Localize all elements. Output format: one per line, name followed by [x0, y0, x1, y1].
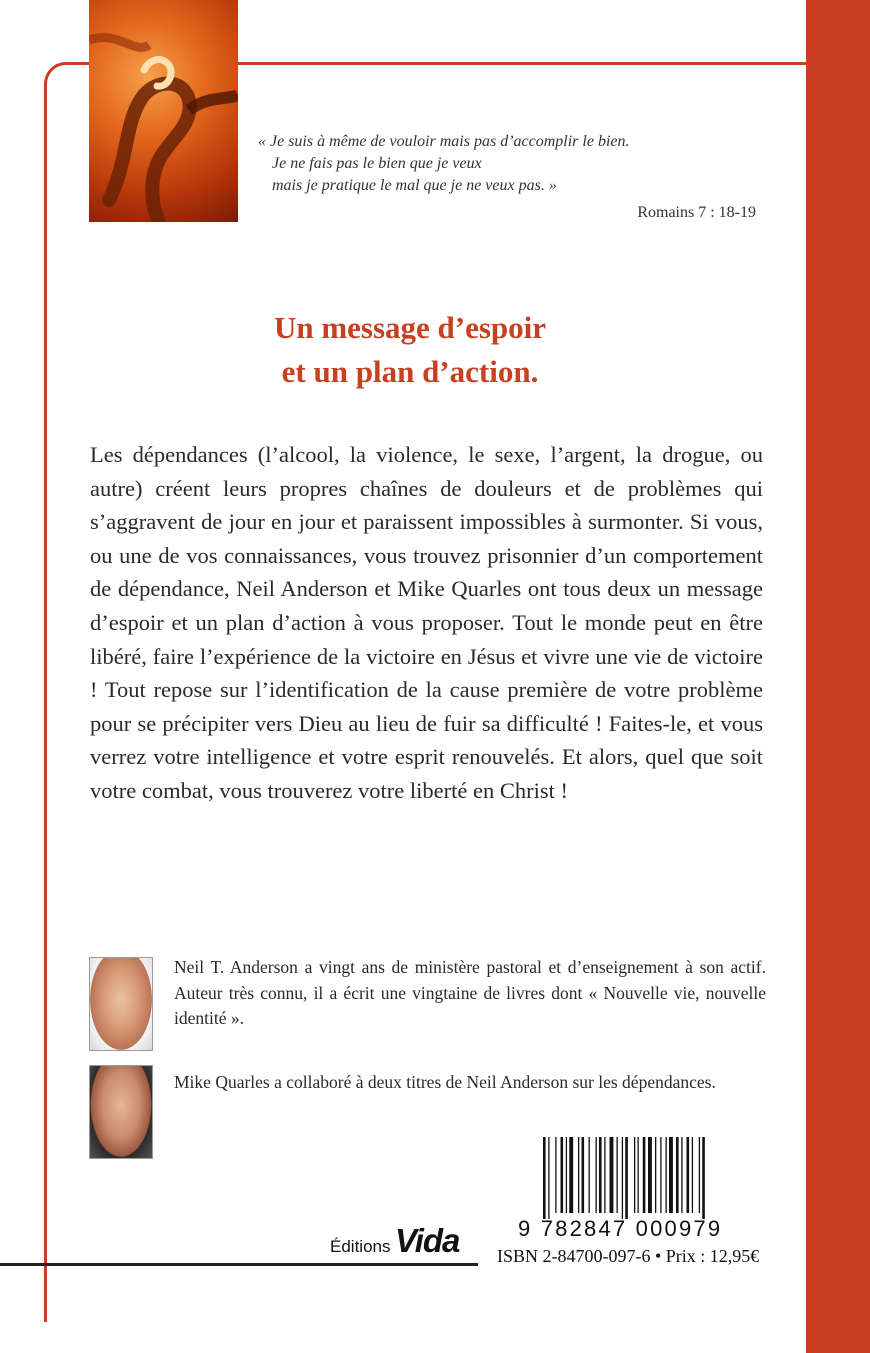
barcode-bar [566, 1137, 567, 1213]
barcode-bar [638, 1137, 639, 1213]
author-bio-mike-quarles: Mike Quarles a collaboré à deux titres de Neil Anderson sur les dépendances. [174, 1072, 716, 1092]
barcode-bar [555, 1137, 556, 1213]
barcode-bar [681, 1137, 682, 1213]
barcode-bar [548, 1137, 549, 1219]
barcode-bar [589, 1137, 590, 1213]
barcode-bar [617, 1137, 618, 1213]
barcode-bar [660, 1137, 661, 1213]
barcode-digits: 9 782847 000979 [518, 1216, 723, 1241]
barcode-graphic [539, 1137, 759, 1219]
barcode-bar [543, 1137, 546, 1219]
description-paragraph: Les dépendances (l’alcool, la violence, le sexe, l’argent, la drogue, ou autre) créent leurs propres chaînes de douleurs et de problèmes qui s’aggravent de jour en jour et paraissent impossibles à surmonter. Si vous, ou une de vos connaissances, vous trouvez prisonnier d’un comportement de dépendance, Neil Anderson et Mike Quarles ont tous deux un message d’espoir et un plan d’action à vous proposer. Tout le monde peut en être libéré, faire l’expérience de la victoire en Jésus et vivre une vie de victoire ! Tout repose sur l’identification de la cause première de votre problème pour se précipiter vers Dieu au lieu de fuir sa difficulté ! Faites-le, et vous verrez votre intelligence et votre esprit renouvelés. Et alors, quel que soit votre combat, vous trouverez votre liberté en Christ ! [90, 442, 763, 803]
barcode-bar [676, 1137, 679, 1213]
barcode-bar [643, 1137, 646, 1213]
publisher-rule [0, 1263, 478, 1266]
book-spine-band [806, 0, 870, 1353]
author-portrait-mike-quarles [89, 1065, 153, 1159]
barcode-bar [625, 1137, 628, 1219]
barcode-bar [604, 1137, 605, 1213]
quote-line-2: Je ne fais pas le bien que je veux [272, 155, 482, 172]
barcode-bar [582, 1137, 585, 1213]
barcode-bar [699, 1137, 700, 1213]
barcode-bar [569, 1137, 573, 1213]
publisher-name: Vida [394, 1222, 460, 1259]
tagline-line-1: Un message d’espoir [273, 310, 547, 345]
barcode-bar [692, 1137, 693, 1213]
author-portrait-neil-anderson [89, 957, 153, 1051]
barcode-bar [634, 1137, 635, 1213]
barcode-bar [578, 1137, 579, 1213]
barcode-bar [610, 1137, 614, 1213]
barcode-bar [648, 1137, 652, 1213]
barcode-bar [702, 1137, 705, 1219]
scripture-quote [258, 131, 758, 197]
tagline-line-2: et un plan d’action. [281, 354, 539, 389]
author-bio-neil-anderson: Neil T. Anderson a vingt ans de ministère pastoral et d’enseignement à son actif. Auteur très connu, il a écrit une vingtaine de livres dont « Nouvelle vie, nouvelle identité ». [174, 957, 766, 1028]
quote-line-1: « Je suis à même de vouloir mais pas d’accomplir le bien. [258, 133, 630, 150]
barcode-bar [596, 1137, 597, 1213]
chain-link-photo [89, 0, 238, 222]
tagline-heading [200, 306, 620, 394]
barcode-bar [599, 1137, 602, 1213]
quote-line-3: mais je pratique le mal que je ne veux pas. » [272, 177, 557, 194]
barcode-bar [655, 1137, 656, 1213]
publisher-prefix: Éditions [330, 1237, 391, 1256]
publisher-logo [330, 1222, 459, 1260]
quote-reference: Romains 7 : 18-19 [637, 204, 756, 221]
barcode-bar [687, 1137, 690, 1213]
barcode-bar [666, 1137, 667, 1213]
barcode-bar [669, 1137, 673, 1213]
isbn-price: ISBN 2-84700-097-6 • Prix : 12,95€ [497, 1246, 760, 1266]
barcode-bar [561, 1137, 564, 1213]
barcode-bar [622, 1137, 623, 1219]
